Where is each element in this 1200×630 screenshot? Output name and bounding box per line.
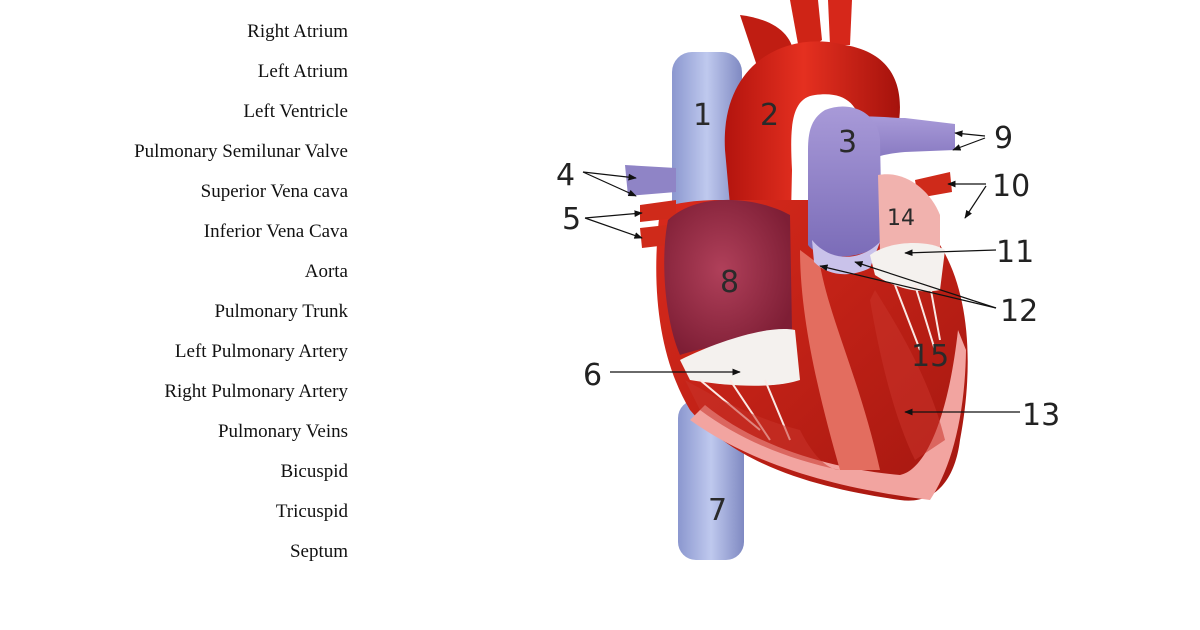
label-5: 5 [562, 202, 582, 237]
label-8: 8 [720, 265, 740, 300]
label-6: 6 [583, 358, 603, 393]
label-2: 2 [760, 98, 780, 133]
label-1: 1 [693, 98, 713, 133]
term-item: Right Pulmonary Artery [164, 381, 348, 402]
term-item: Pulmonary Veins [217, 421, 348, 442]
label-11: 11 [996, 235, 1035, 270]
term-item: Inferior Vena Cava [203, 221, 348, 242]
label-10: 10 [992, 169, 1031, 204]
term-item: Left Ventricle [243, 101, 348, 122]
term-item: Septum [289, 541, 348, 562]
term-item: Pulmonary Trunk [214, 301, 348, 322]
term-item: Aorta [304, 261, 348, 282]
label-4: 4 [556, 158, 576, 193]
term-item: Pulmonary Semilunar Valve [134, 141, 348, 162]
label-9: 9 [994, 121, 1014, 156]
term-item: Left Pulmonary Artery [174, 341, 348, 362]
term-item: Superior Vena cava [200, 181, 348, 202]
term-item: Left Atrium [257, 61, 348, 82]
label-7: 7 [708, 493, 728, 528]
label-12: 12 [1000, 294, 1039, 329]
label-13: 13 [1022, 398, 1061, 433]
label-14: 14 [887, 206, 915, 231]
term-item: Bicuspid [280, 461, 348, 482]
label-15: 15 [911, 339, 950, 374]
label-3: 3 [838, 125, 858, 160]
term-item: Right Atrium [247, 21, 348, 42]
term-item: Tricuspid [275, 501, 348, 522]
